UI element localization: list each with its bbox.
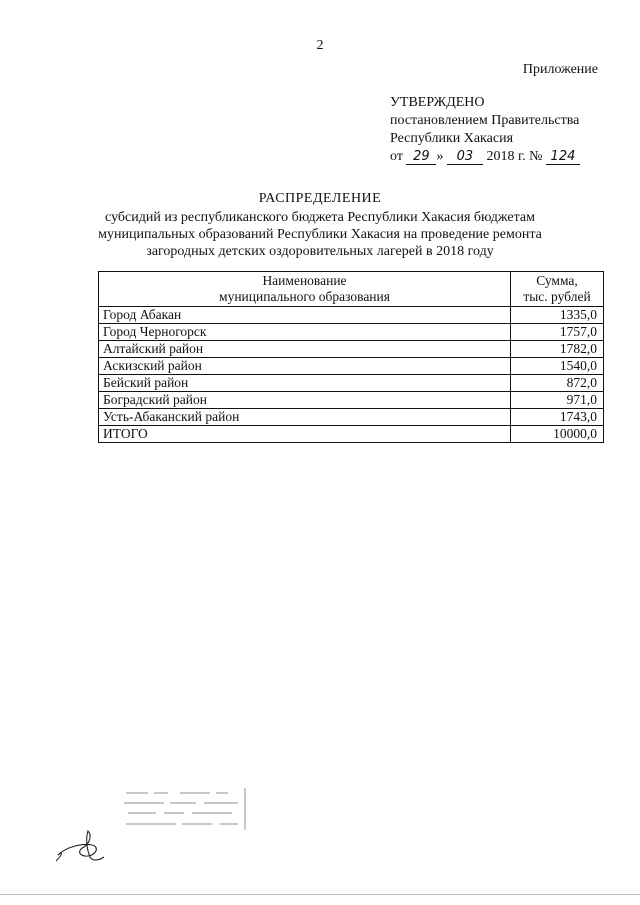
table-row: [99, 341, 604, 358]
heading-line-2: муниципальных образований Республики Хакасия на проведение ремонта: [98, 227, 542, 242]
heading-line-1: субсидий из республиканского бюджета Республики Хакасия бюджетам: [105, 210, 535, 225]
row-amount: 971,0: [511, 392, 604, 409]
header-name-cell: [99, 272, 511, 307]
page-number: 2: [316, 38, 324, 53]
total-amount: 10000,0: [511, 426, 604, 443]
row-amount: 1757,0: [511, 324, 604, 341]
header-amount-line-1: Сумма,: [536, 273, 578, 288]
handwritten-day: 29: [406, 150, 436, 165]
date-prefix: от: [390, 149, 403, 164]
distribution-table: [98, 271, 604, 443]
date-separator: »: [436, 149, 444, 164]
row-name: Аскизский район: [99, 358, 511, 375]
row-name: Алтайский район: [99, 341, 511, 358]
approval-title: УТВЕРЖДЕНО: [390, 95, 485, 110]
row-amount: 1335,0: [511, 307, 604, 324]
handwritten-month: 03: [447, 150, 483, 165]
row-name: Усть-Абаканский район: [99, 409, 511, 426]
table-row: [99, 375, 604, 392]
row-name: Бейский район: [99, 375, 511, 392]
approval-line-2: Республики Хакасия: [390, 131, 514, 146]
row-name: Боградский район: [99, 392, 511, 409]
handwritten-number: 124: [546, 150, 580, 165]
header-name-line-1: Наименование: [262, 273, 347, 288]
header-name-line-2: муниципального образования: [219, 289, 390, 304]
approval-date-line: [390, 148, 580, 166]
document-heading: [0, 190, 640, 260]
row-amount: 1782,0: [511, 341, 604, 358]
table-row: [99, 358, 604, 375]
header-amount-line-2: тыс. рублей: [523, 289, 591, 304]
header-amount-cell: [511, 272, 604, 307]
table-row: [99, 392, 604, 409]
page-bottom-rule: [0, 894, 640, 895]
row-amount: 1540,0: [511, 358, 604, 375]
heading-line-3: загородных детских оздоровительных лагерей в 2018 году: [146, 244, 494, 259]
faint-stamp: [120, 788, 250, 834]
table-row: [99, 324, 604, 341]
table-total-row: [99, 426, 604, 443]
table-row: [99, 409, 604, 426]
approval-line-1: постановлением Правительства: [390, 113, 580, 128]
row-name: Город Абакан: [99, 307, 511, 324]
table-row: [99, 307, 604, 324]
date-year-text: 2018 г. №: [486, 149, 543, 164]
row-name: Город Черногорск: [99, 324, 511, 341]
row-amount: 1743,0: [511, 409, 604, 426]
approval-block: [390, 94, 580, 166]
signature: [52, 825, 122, 870]
table-header-row: [99, 272, 604, 307]
appendix-label: Приложение: [522, 62, 598, 77]
row-amount: 872,0: [511, 375, 604, 392]
total-label: ИТОГО: [99, 426, 511, 443]
heading-title: РАСПРЕДЕЛЕНИЕ: [258, 191, 382, 206]
